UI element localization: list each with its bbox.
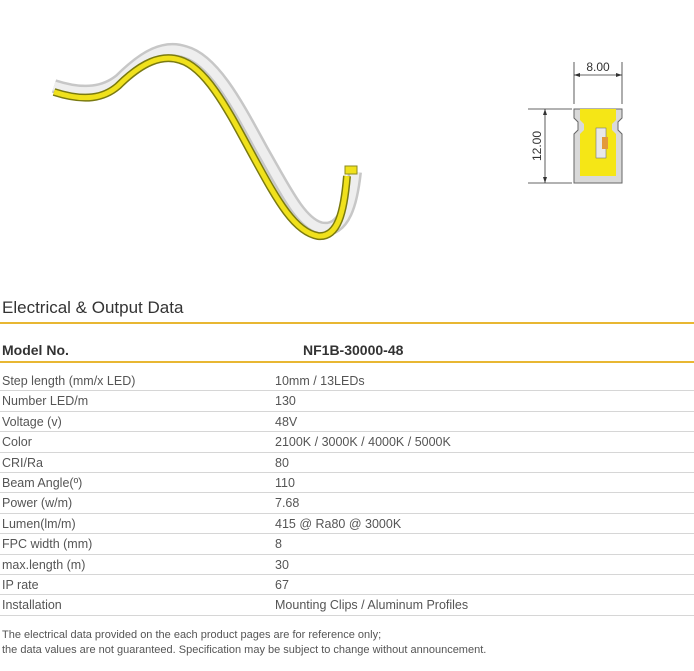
table-row bbox=[0, 432, 694, 452]
table-row bbox=[0, 555, 694, 575]
table-row bbox=[0, 453, 694, 473]
product-illustration bbox=[0, 0, 694, 290]
table-row bbox=[0, 493, 694, 513]
disclaimer-line: the data values are not guaranteed. Specification may be subject to change without announcement. bbox=[2, 644, 487, 656]
row-label: Color bbox=[2, 435, 32, 450]
row-label: CRI/Ra bbox=[2, 455, 43, 470]
row-label: Lumen(lm/m) bbox=[2, 516, 76, 531]
row-label: IP rate bbox=[2, 577, 39, 592]
cross-section-diagram bbox=[528, 60, 622, 183]
title-divider bbox=[0, 322, 694, 324]
width-dimension: 8.00 bbox=[586, 60, 610, 74]
row-value: 2100K / 3000K / 4000K / 5000K bbox=[275, 435, 451, 450]
row-label: FPC width (mm) bbox=[2, 537, 93, 552]
row-label: max.length (m) bbox=[2, 557, 86, 572]
table-row bbox=[0, 595, 694, 615]
header-divider bbox=[0, 361, 694, 363]
spec-table bbox=[0, 340, 694, 616]
row-value: 110 bbox=[275, 475, 295, 490]
section-title: Electrical & Output Data bbox=[2, 298, 184, 317]
row-value: 10mm / 13LEDs bbox=[275, 374, 365, 388]
height-dimension: 12.00 bbox=[530, 130, 544, 162]
table-row bbox=[0, 575, 694, 595]
disclaimer-note bbox=[2, 628, 486, 658]
model-value: NF1B-30000-48 bbox=[303, 342, 404, 358]
row-value: 130 bbox=[275, 394, 296, 409]
table-header bbox=[0, 340, 694, 361]
row-value: 8 bbox=[275, 537, 282, 552]
row-label: Power (w/m) bbox=[2, 496, 73, 511]
table-row bbox=[0, 371, 694, 391]
row-label: Step length (mm/x LED) bbox=[2, 374, 136, 388]
table-row bbox=[0, 391, 694, 411]
row-value: 67 bbox=[275, 577, 289, 592]
row-value: 48V bbox=[275, 414, 298, 429]
row-value: Mounting Clips / Aluminum Profiles bbox=[275, 598, 469, 613]
row-value: 415 @ Ra80 @ 3000K bbox=[275, 516, 402, 531]
table-row bbox=[0, 473, 694, 493]
model-label: Model No. bbox=[2, 342, 69, 358]
row-value: 7.68 bbox=[275, 496, 300, 511]
table-row bbox=[0, 412, 694, 432]
row-label: Number LED/m bbox=[2, 394, 89, 409]
row-label: Installation bbox=[2, 598, 62, 613]
table-row bbox=[0, 514, 694, 534]
row-value: 30 bbox=[275, 557, 289, 572]
led-strip-image bbox=[54, 50, 357, 236]
table-row bbox=[0, 534, 694, 554]
row-label: Voltage (v) bbox=[2, 414, 62, 429]
disclaimer-line: The electrical data provided on the each product pages are for reference only; bbox=[2, 629, 382, 641]
row-value: 80 bbox=[275, 455, 289, 470]
row-label: Beam Angle(º) bbox=[2, 475, 83, 490]
